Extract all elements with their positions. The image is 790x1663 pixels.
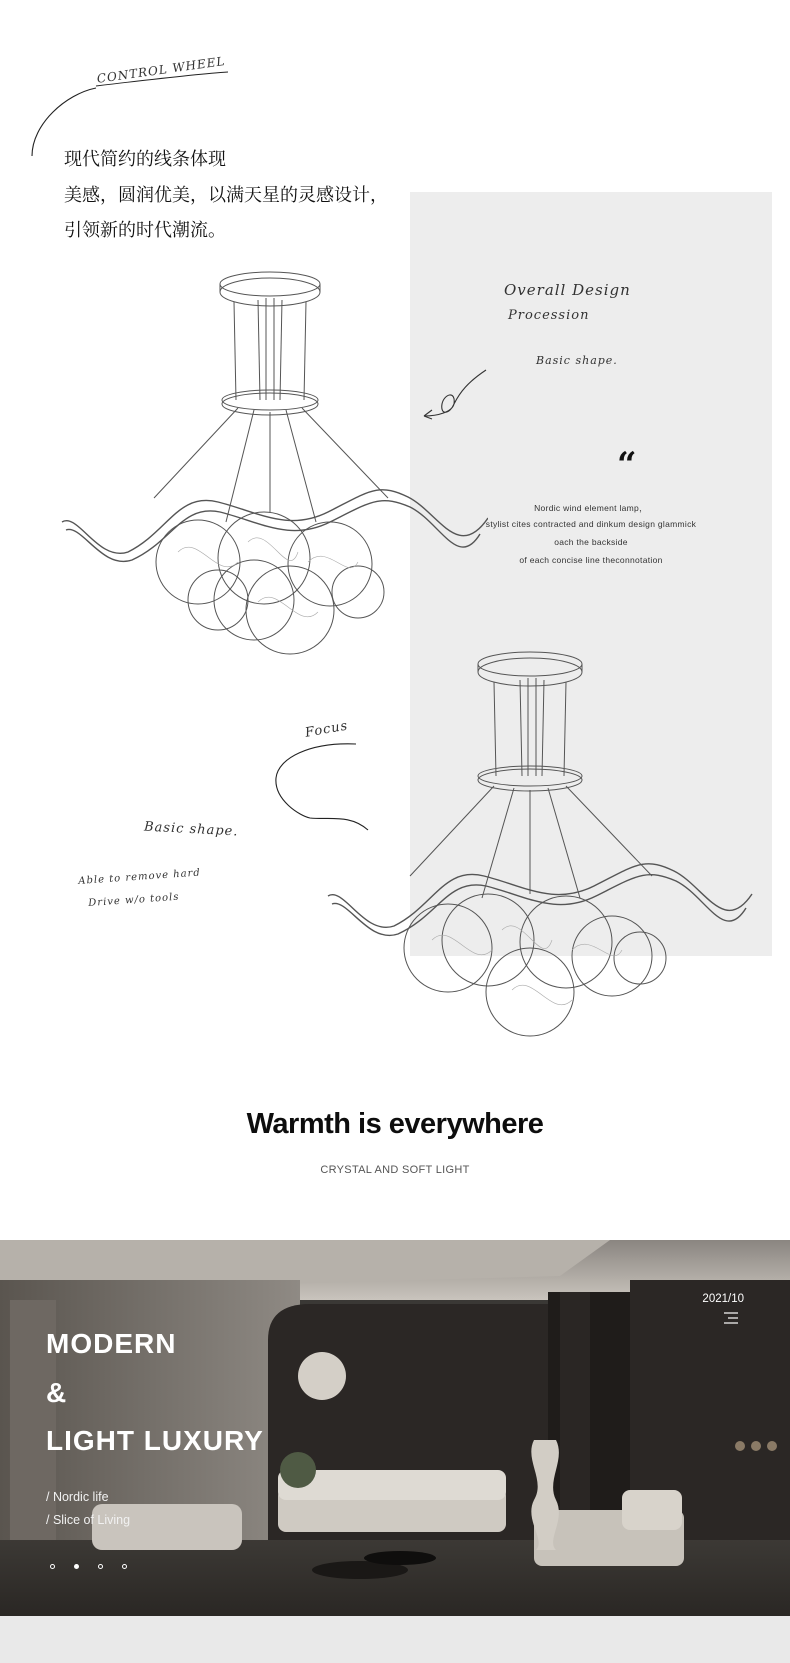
en-desc-line-1: Nordic wind element lamp， xyxy=(534,503,648,513)
procession-note: Procession xyxy=(508,308,590,323)
focus-note: Focus xyxy=(304,718,350,741)
focus-swoosh xyxy=(270,738,374,834)
room-title-line-2: & xyxy=(46,1377,68,1408)
room-title-line-3: LIGHT LUXURY xyxy=(46,1425,264,1456)
basic-shape-note-right: Basic shape. xyxy=(536,354,618,367)
room-scene xyxy=(0,1240,790,1616)
headline: Warmth is everywhere xyxy=(246,1108,544,1140)
en-desc-line-4: of each concise line theconnotation xyxy=(519,555,663,565)
control-wheel-label: CONTROL WHEEL xyxy=(96,53,227,86)
carousel-dot[interactable] xyxy=(98,1564,103,1569)
remove-hard-note: Able to remove hard xyxy=(78,867,202,887)
overall-design-note: Overall Design xyxy=(504,281,631,299)
intro-cn-line-2: 美感，圆润优美，以满天星的灵感设计， xyxy=(64,185,388,205)
carousel-dot[interactable] xyxy=(74,1564,79,1569)
chandelier-sketch-large xyxy=(58,262,488,662)
room-tag-nordic: / Nordic life xyxy=(46,1490,109,1504)
carousel-dots xyxy=(50,1564,130,1572)
basic-shape-note-left: Basic shape. xyxy=(143,819,239,840)
intro-cn-line-1: 现代简约的线条体现 xyxy=(64,149,226,169)
drive-tools-note: Drive w/o tools xyxy=(88,891,180,909)
subheadline: CRYSTAL AND SOFT LIGHT xyxy=(320,1164,470,1176)
quote-mark: “ xyxy=(617,445,637,485)
footer-band xyxy=(0,1616,790,1663)
carousel-dot[interactable] xyxy=(122,1564,127,1569)
room-tag-slice: / Slice of Living xyxy=(46,1513,131,1527)
menu-icon[interactable] xyxy=(722,1311,740,1325)
room-title-line-1: MODERN xyxy=(46,1328,177,1359)
chandelier-sketch-small xyxy=(322,640,758,1040)
en-desc-line-2: stylist cites contracted and dinkum design glammick xyxy=(485,519,697,529)
en-desc-line-3: oach the backside xyxy=(554,537,628,547)
room-date: 2021/10 xyxy=(702,1293,744,1305)
carousel-dot[interactable] xyxy=(50,1564,55,1569)
intro-cn-line-3: 引领新的时代潮流。 xyxy=(64,220,226,240)
